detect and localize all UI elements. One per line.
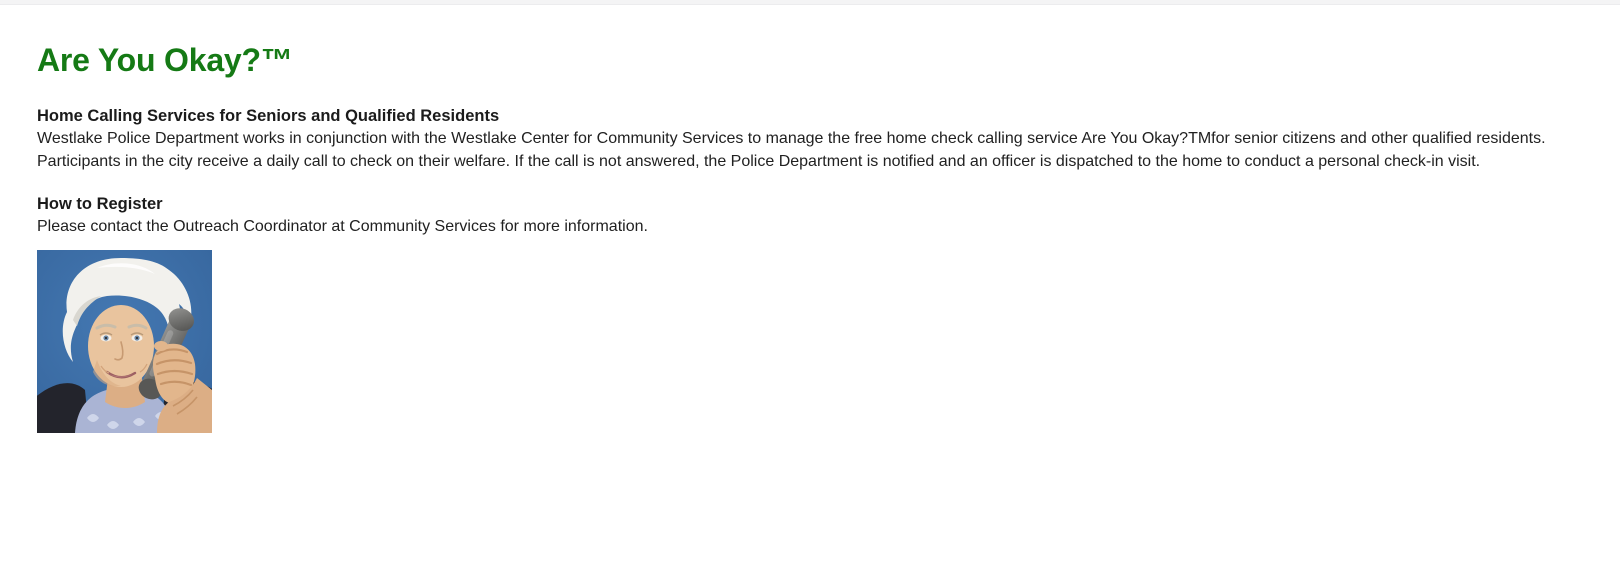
how-to-register-heading: How to Register: [37, 195, 163, 213]
article: [0, 42, 1620, 433]
paragraph-daily-call: Participants in the city receive a daily call to check on their welfare. If the call is not answered, the Police Department is notified and an officer is dispatched to the home to conduct a personal check-in visit.: [37, 153, 1481, 170]
elderly-woman-photo-graphic: [37, 250, 212, 433]
paragraph-service-description: Westlake Police Department works in conjunction with the Westlake Center for Community Services to manage the free home check calling service Are You Okay?TMfor senior citizens and other qualified residents.: [37, 130, 1546, 147]
paragraph-contact: Please contact the Outreach Coordinator at Community Services for more information.: [37, 218, 648, 235]
page-title: Are You Okay?™: [37, 42, 293, 78]
article-subtitle: Home Calling Services for Seniors and Qualified Residents: [37, 107, 500, 125]
elderly-woman-photo: [37, 250, 212, 433]
top-bar: [0, 0, 1620, 5]
